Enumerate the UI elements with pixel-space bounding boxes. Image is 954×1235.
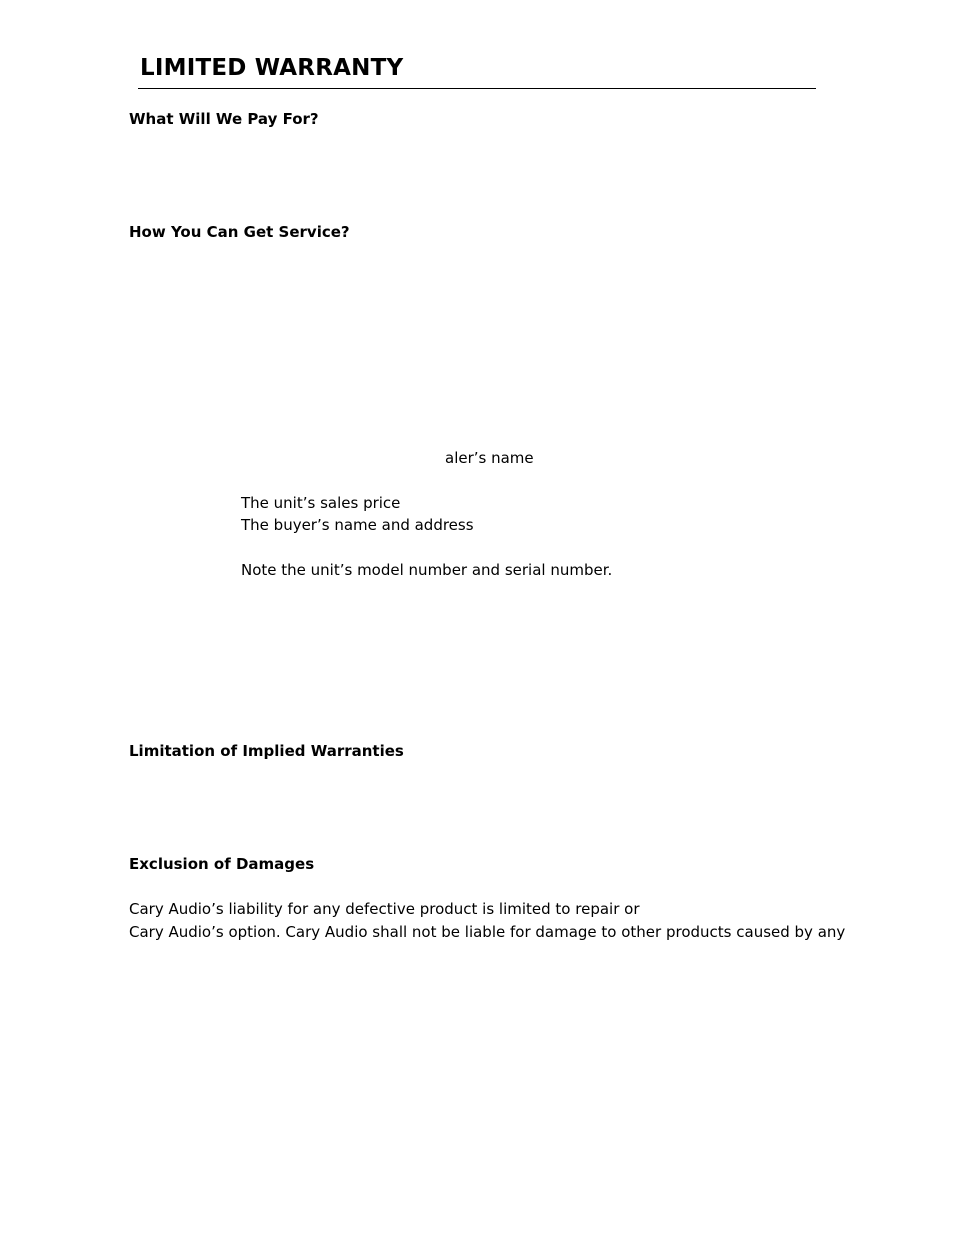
section-heading-what-we-pay-for: What Will We Pay For? xyxy=(129,110,319,128)
section-heading-limitation-implied-warranties: Limitation of Implied Warranties xyxy=(129,742,404,760)
section-heading-how-to-get-service: How You Can Get Service? xyxy=(129,223,350,241)
service-line-dealer-name: aler’s name xyxy=(445,449,534,467)
page-title: LIMITED WARRANTY xyxy=(140,55,404,81)
service-line-sales-price: The unit’s sales price xyxy=(241,494,401,512)
damages-paragraph-line-1: Cary Audio’s liability for any defective product is limited to repair or xyxy=(129,900,640,918)
damages-paragraph-line-2: Cary Audio’s option. Cary Audio shall not be liable for damage to other products caused by any xyxy=(129,923,846,941)
service-line-buyer-name-address: The buyer’s name and address xyxy=(241,516,474,534)
section-heading-exclusion-of-damages: Exclusion of Damages xyxy=(129,855,315,873)
title-underline xyxy=(138,88,816,89)
service-line-model-serial-note: Note the unit’s model number and serial number. xyxy=(241,561,613,579)
